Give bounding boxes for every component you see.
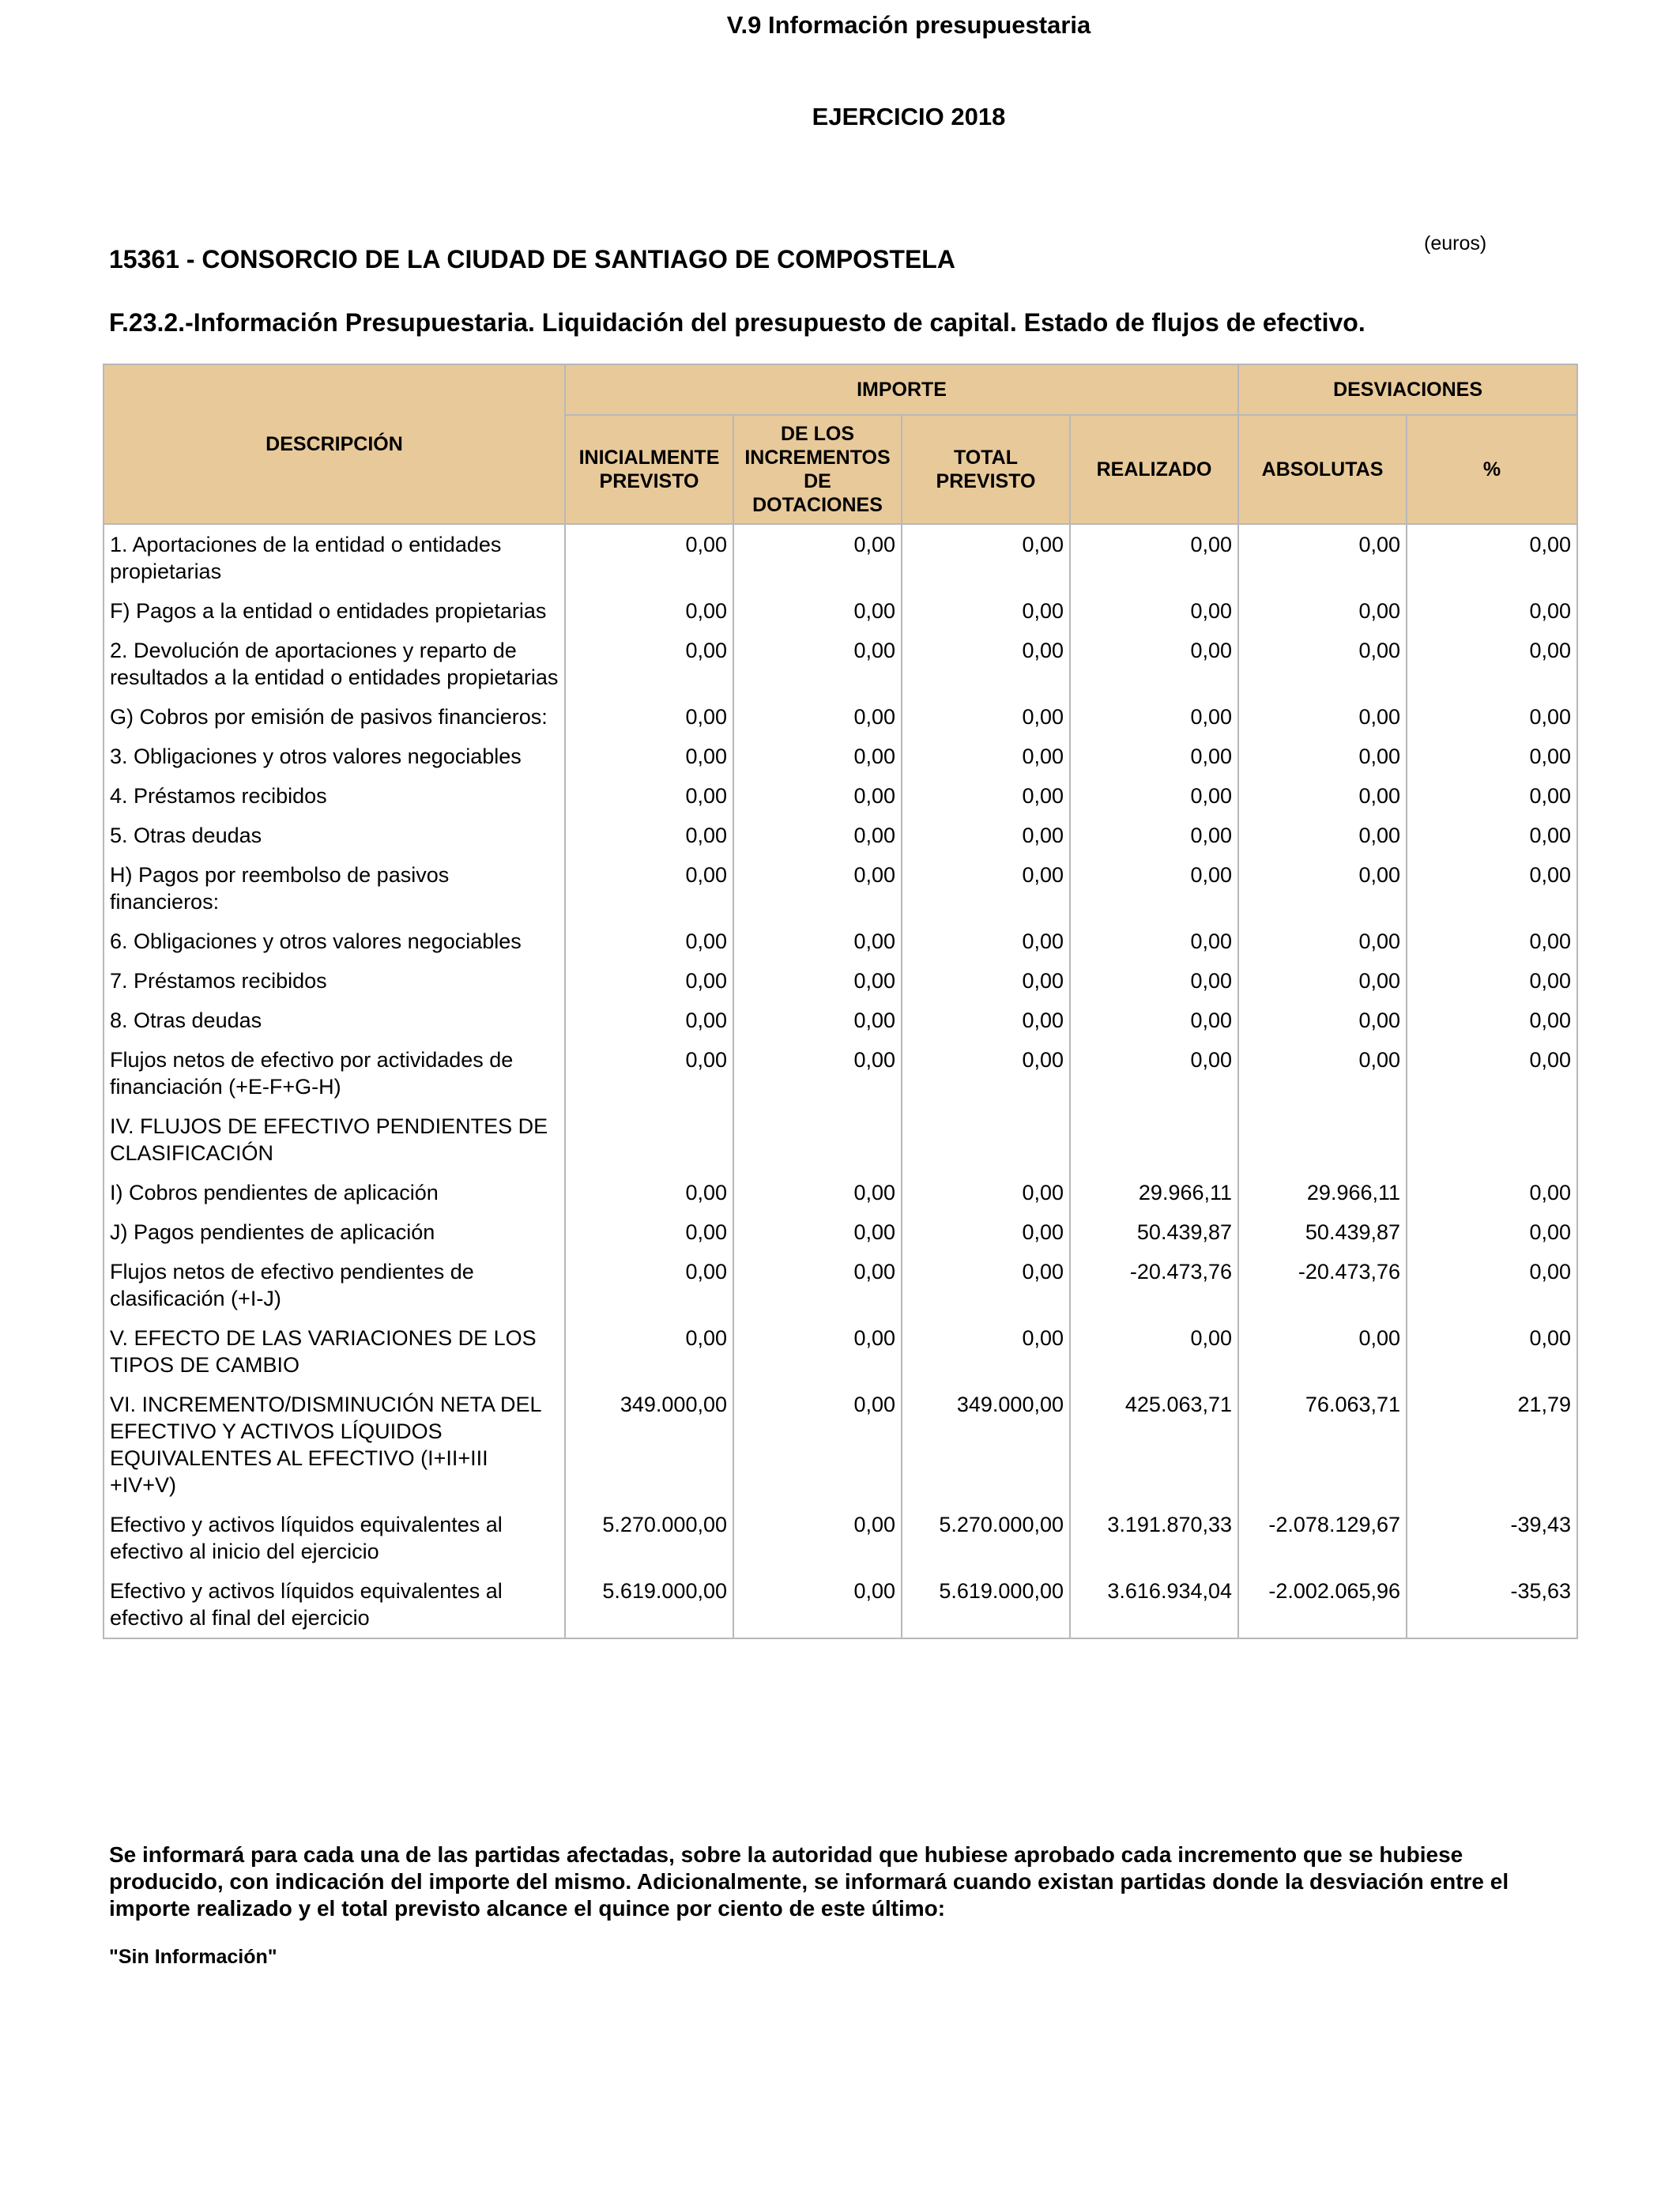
budget-table <box>103 364 1578 1639</box>
row-description: V. EFECTO DE LAS VARIACIONES DE LOS TIPOS DE CAMBIO <box>104 1318 565 1385</box>
row-description: 3. Obligaciones y otros valores negociables <box>104 737 565 776</box>
cell-porcentaje: 0,00 <box>1407 855 1577 922</box>
cell-realizado: 0,00 <box>1070 524 1238 591</box>
footnote: Se informará para cada una de las partidas afectadas, sobre la autoridad que hubiese aprobado cada incremento que se hubiese producido, con indicación del importe del mismo. Adicionalmente, se informará cuando existan partidas donde la desviación entre el importe realizado y el total previsto alcance el quince por ciento de este último: <box>109 1842 1509 1921</box>
cell-absolutas: -2.002.065,96 <box>1238 1571 1407 1638</box>
table-row <box>104 1040 1577 1106</box>
table-row <box>104 961 1577 1001</box>
cell-inicialmente-previsto: 0,00 <box>565 816 733 855</box>
row-description: 8. Otras deudas <box>104 1001 565 1040</box>
cell-incrementos: 0,00 <box>733 1001 902 1040</box>
table-row <box>104 1505 1577 1571</box>
row-description: Flujos netos de efectivo por actividades de financiación (+E-F+G-H) <box>104 1040 565 1106</box>
cell-incrementos: 0,00 <box>733 855 902 922</box>
cell-porcentaje: -35,63 <box>1407 1571 1577 1638</box>
cell-incrementos: 0,00 <box>733 737 902 776</box>
table-row <box>104 1212 1577 1252</box>
cell-realizado <box>1070 1106 1238 1173</box>
cell-porcentaje: -39,43 <box>1407 1505 1577 1571</box>
cell-realizado: 0,00 <box>1070 591 1238 631</box>
cell-realizado: 0,00 <box>1070 776 1238 816</box>
cell-inicialmente-previsto: 0,00 <box>565 1318 733 1385</box>
cell-porcentaje: 0,00 <box>1407 1252 1577 1318</box>
cell-realizado: 0,00 <box>1070 697 1238 737</box>
cell-total-previsto: 0,00 <box>902 1001 1070 1040</box>
table-row <box>104 1106 1577 1173</box>
units-label: (euros) <box>1424 232 1487 254</box>
table-row <box>104 591 1577 631</box>
cell-incrementos <box>733 1106 902 1173</box>
cell-absolutas: 0,00 <box>1238 591 1407 631</box>
cell-absolutas: 0,00 <box>1238 776 1407 816</box>
cell-absolutas: -2.078.129,67 <box>1238 1505 1407 1571</box>
cell-realizado: 0,00 <box>1070 1001 1238 1040</box>
cell-absolutas: 29.966,11 <box>1238 1173 1407 1212</box>
cell-realizado: 0,00 <box>1070 961 1238 1001</box>
cell-porcentaje <box>1407 1106 1577 1173</box>
table-row <box>104 524 1577 591</box>
report-title: F.23.2.-Información Presupuestaria. Liquidación del presupuesto de capital. Estado de flujos de efectivo. <box>109 308 1365 337</box>
row-description: 1. Aportaciones de la entidad o entidades propietarias <box>104 524 565 591</box>
cell-incrementos: 0,00 <box>733 591 902 631</box>
cell-incrementos: 0,00 <box>733 816 902 855</box>
cell-porcentaje: 0,00 <box>1407 1212 1577 1252</box>
table-row <box>104 1571 1577 1638</box>
cell-porcentaje: 0,00 <box>1407 737 1577 776</box>
cell-realizado: 0,00 <box>1070 816 1238 855</box>
cell-realizado: 0,00 <box>1070 922 1238 961</box>
cell-porcentaje: 0,00 <box>1407 776 1577 816</box>
cell-incrementos: 0,00 <box>733 1505 902 1571</box>
exercise-year: EJERCICIO 2018 <box>812 103 1006 130</box>
no-info-note: "Sin Información" <box>109 1946 277 1968</box>
cell-total-previsto: 0,00 <box>902 1318 1070 1385</box>
cell-incrementos: 0,00 <box>733 961 902 1001</box>
cell-realizado: 0,00 <box>1070 1040 1238 1106</box>
cell-total-previsto: 0,00 <box>902 631 1070 697</box>
table-row <box>104 922 1577 961</box>
cell-realizado: 0,00 <box>1070 1318 1238 1385</box>
cell-inicialmente-previsto: 0,00 <box>565 697 733 737</box>
cell-absolutas <box>1238 1106 1407 1173</box>
row-description: I) Cobros pendientes de aplicación <box>104 1173 565 1212</box>
row-description: 2. Devolución de aportaciones y reparto de resultados a la entidad o entidades propietarias <box>104 631 565 697</box>
cell-porcentaje: 0,00 <box>1407 631 1577 697</box>
cell-total-previsto: 0,00 <box>902 1252 1070 1318</box>
cell-absolutas: 0,00 <box>1238 631 1407 697</box>
cell-inicialmente-previsto: 5.270.000,00 <box>565 1505 733 1571</box>
header-inicialmente-previsto: INICIALMENTE PREVISTO <box>565 415 733 524</box>
cell-total-previsto: 0,00 <box>902 816 1070 855</box>
cell-inicialmente-previsto <box>565 1106 733 1173</box>
entity-name: 15361 - CONSORCIO DE LA CIUDAD DE SANTIAGO DE COMPOSTELA <box>109 245 955 273</box>
cell-absolutas: 50.439,87 <box>1238 1212 1407 1252</box>
cell-porcentaje: 0,00 <box>1407 816 1577 855</box>
cell-inicialmente-previsto: 0,00 <box>565 1001 733 1040</box>
row-description: IV. FLUJOS DE EFECTIVO PENDIENTES DE CLASIFICACIÓN <box>104 1106 565 1173</box>
cell-absolutas: 0,00 <box>1238 1001 1407 1040</box>
cell-porcentaje: 0,00 <box>1407 1001 1577 1040</box>
header-descripcion: DESCRIPCIÓN <box>104 364 565 524</box>
row-description: 7. Préstamos recibidos <box>104 961 565 1001</box>
cell-incrementos: 0,00 <box>733 1040 902 1106</box>
cell-absolutas: -20.473,76 <box>1238 1252 1407 1318</box>
header-absolutas: ABSOLUTAS <box>1238 415 1407 524</box>
cell-absolutas: 76.063,71 <box>1238 1385 1407 1505</box>
cell-total-previsto: 0,00 <box>902 1212 1070 1252</box>
cell-inicialmente-previsto: 5.619.000,00 <box>565 1571 733 1638</box>
cell-inicialmente-previsto: 0,00 <box>565 1040 733 1106</box>
cell-inicialmente-previsto: 0,00 <box>565 961 733 1001</box>
cell-porcentaje: 0,00 <box>1407 961 1577 1001</box>
table-row <box>104 1001 1577 1040</box>
cell-porcentaje: 21,79 <box>1407 1385 1577 1505</box>
cell-total-previsto: 0,00 <box>902 776 1070 816</box>
header-realizado: REALIZADO <box>1070 415 1238 524</box>
cell-incrementos: 0,00 <box>733 776 902 816</box>
cell-absolutas: 0,00 <box>1238 855 1407 922</box>
cell-incrementos: 0,00 <box>733 1318 902 1385</box>
cell-inicialmente-previsto: 349.000,00 <box>565 1385 733 1505</box>
section-title: V.9 Información presupuestaria <box>726 11 1091 39</box>
cell-absolutas: 0,00 <box>1238 1318 1407 1385</box>
budget-table-body <box>104 524 1577 1638</box>
cell-inicialmente-previsto: 0,00 <box>565 922 733 961</box>
cell-inicialmente-previsto: 0,00 <box>565 1173 733 1212</box>
cell-inicialmente-previsto: 0,00 <box>565 737 733 776</box>
cell-realizado: 3.616.934,04 <box>1070 1571 1238 1638</box>
cell-total-previsto: 0,00 <box>902 697 1070 737</box>
table-row <box>104 816 1577 855</box>
table-row <box>104 1252 1577 1318</box>
cell-total-previsto: 0,00 <box>902 961 1070 1001</box>
row-description: Efectivo y activos líquidos equivalentes al efectivo al inicio del ejercicio <box>104 1505 565 1571</box>
table-row <box>104 1173 1577 1212</box>
cell-realizado: 0,00 <box>1070 631 1238 697</box>
cell-total-previsto: 0,00 <box>902 922 1070 961</box>
cell-total-previsto: 0,00 <box>902 1040 1070 1106</box>
cell-incrementos: 0,00 <box>733 1212 902 1252</box>
header-importe: IMPORTE <box>565 364 1238 415</box>
cell-realizado: -20.473,76 <box>1070 1252 1238 1318</box>
header-incrementos: DE LOS INCREMENTOS DE DOTACIONES <box>733 415 902 524</box>
table-row <box>104 737 1577 776</box>
cell-inicialmente-previsto: 0,00 <box>565 631 733 697</box>
row-description: G) Cobros por emisión de pasivos financieros: <box>104 697 565 737</box>
cell-total-previsto <box>902 1106 1070 1173</box>
cell-inicialmente-previsto: 0,00 <box>565 855 733 922</box>
cell-realizado: 425.063,71 <box>1070 1385 1238 1505</box>
table-row <box>104 855 1577 922</box>
cell-total-previsto: 0,00 <box>902 1173 1070 1212</box>
cell-total-previsto: 349.000,00 <box>902 1385 1070 1505</box>
cell-total-previsto: 0,00 <box>902 855 1070 922</box>
header-total-previsto: TOTAL PREVISTO <box>902 415 1070 524</box>
cell-realizado: 29.966,11 <box>1070 1173 1238 1212</box>
header-desviaciones: DESVIACIONES <box>1238 364 1577 415</box>
cell-absolutas: 0,00 <box>1238 961 1407 1001</box>
cell-realizado: 50.439,87 <box>1070 1212 1238 1252</box>
cell-incrementos: 0,00 <box>733 524 902 591</box>
cell-realizado: 0,00 <box>1070 737 1238 776</box>
row-description: VI. INCREMENTO/DISMINUCIÓN NETA DEL EFECTIVO Y ACTIVOS LÍQUIDOS EQUIVALENTES AL EFECTIVO (I+II+III +IV+V) <box>104 1385 565 1505</box>
table-row <box>104 1385 1577 1505</box>
cell-inicialmente-previsto: 0,00 <box>565 776 733 816</box>
row-description: H) Pagos por reembolso de pasivos financieros: <box>104 855 565 922</box>
row-description: Efectivo y activos líquidos equivalentes al efectivo al final del ejercicio <box>104 1571 565 1638</box>
cell-absolutas: 0,00 <box>1238 922 1407 961</box>
cell-total-previsto: 0,00 <box>902 737 1070 776</box>
header-porcentaje: % <box>1407 415 1577 524</box>
table-row <box>104 697 1577 737</box>
cell-absolutas: 0,00 <box>1238 524 1407 591</box>
cell-incrementos: 0,00 <box>733 1252 902 1318</box>
cell-absolutas: 0,00 <box>1238 816 1407 855</box>
row-description: 5. Otras deudas <box>104 816 565 855</box>
cell-total-previsto: 5.619.000,00 <box>902 1571 1070 1638</box>
cell-absolutas: 0,00 <box>1238 697 1407 737</box>
cell-inicialmente-previsto: 0,00 <box>565 1212 733 1252</box>
cell-porcentaje: 0,00 <box>1407 591 1577 631</box>
cell-total-previsto: 5.270.000,00 <box>902 1505 1070 1571</box>
row-description: J) Pagos pendientes de aplicación <box>104 1212 565 1252</box>
cell-realizado: 3.191.870,33 <box>1070 1505 1238 1571</box>
cell-porcentaje: 0,00 <box>1407 922 1577 961</box>
cell-porcentaje: 0,00 <box>1407 1318 1577 1385</box>
row-description: 6. Obligaciones y otros valores negociables <box>104 922 565 961</box>
cell-incrementos: 0,00 <box>733 631 902 697</box>
table-row <box>104 776 1577 816</box>
row-description: F) Pagos a la entidad o entidades propietarias <box>104 591 565 631</box>
cell-incrementos: 0,00 <box>733 922 902 961</box>
cell-incrementos: 0,00 <box>733 1571 902 1638</box>
cell-inicialmente-previsto: 0,00 <box>565 524 733 591</box>
cell-porcentaje: 0,00 <box>1407 697 1577 737</box>
cell-absolutas: 0,00 <box>1238 1040 1407 1106</box>
cell-porcentaje: 0,00 <box>1407 524 1577 591</box>
cell-total-previsto: 0,00 <box>902 591 1070 631</box>
cell-incrementos: 0,00 <box>733 1173 902 1212</box>
cell-porcentaje: 0,00 <box>1407 1040 1577 1106</box>
cell-total-previsto: 0,00 <box>902 524 1070 591</box>
cell-inicialmente-previsto: 0,00 <box>565 1252 733 1318</box>
cell-realizado: 0,00 <box>1070 855 1238 922</box>
row-description: 4. Préstamos recibidos <box>104 776 565 816</box>
table-row <box>104 631 1577 697</box>
cell-incrementos: 0,00 <box>733 697 902 737</box>
cell-inicialmente-previsto: 0,00 <box>565 591 733 631</box>
row-description: Flujos netos de efectivo pendientes de clasificación (+I-J) <box>104 1252 565 1318</box>
cell-incrementos: 0,00 <box>733 1385 902 1505</box>
cell-absolutas: 0,00 <box>1238 737 1407 776</box>
cell-porcentaje: 0,00 <box>1407 1173 1577 1212</box>
table-row <box>104 1318 1577 1385</box>
